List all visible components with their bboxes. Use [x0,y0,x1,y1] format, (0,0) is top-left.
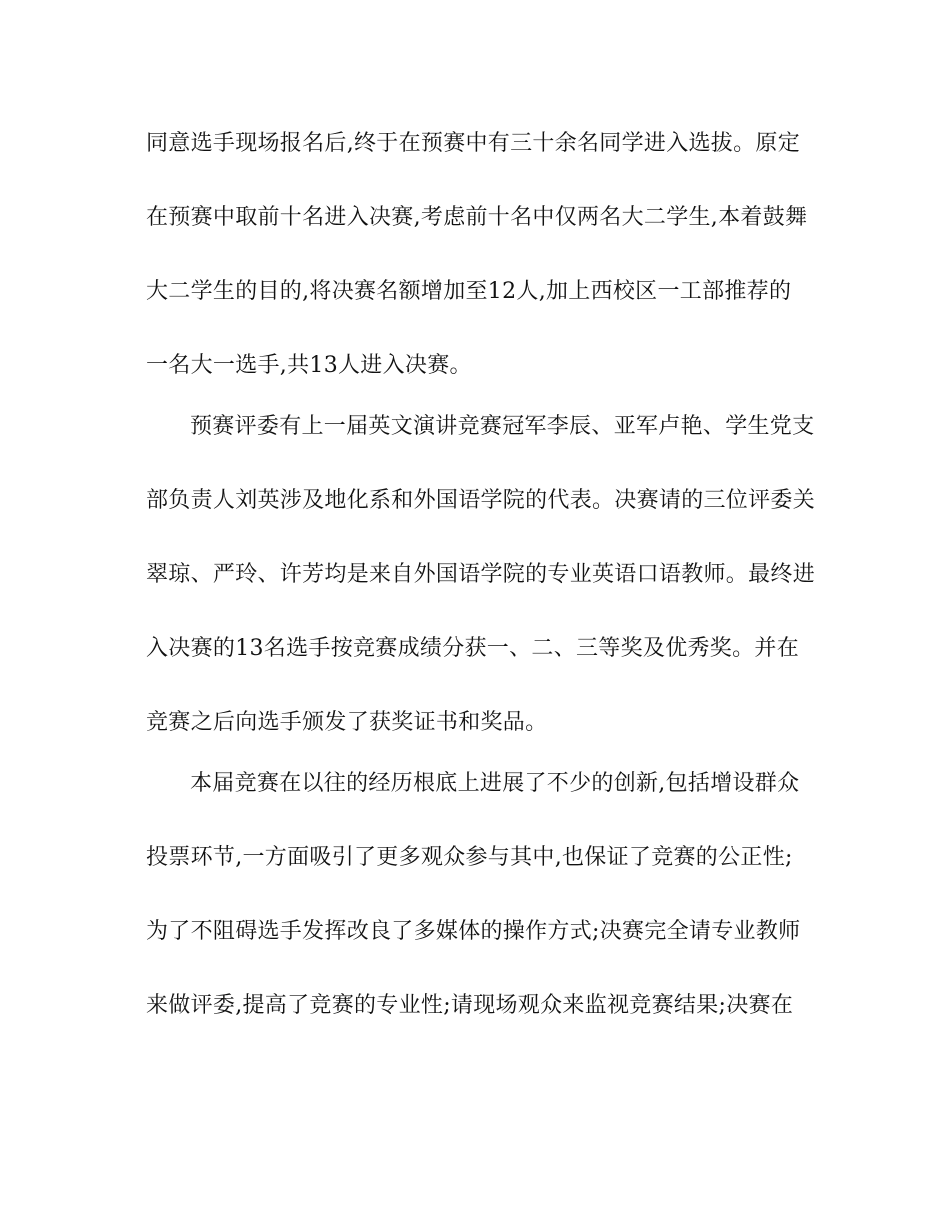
text-line-6: 部负责人刘英涉及地化系和外国语学院的代表。决赛请的三位评委关 [146,488,816,513]
text-line-5: 预赛评委有上一届英文演讲竞赛冠军李辰、亚军卢艳、学生党支 [190,414,815,439]
text-line-9: 竞赛之后向选手颁发了获奖证书和奖品。 [146,710,548,735]
text-line-7: 翠琼、严玲、许芳均是来自外国语学院的专业英语口语教师。最终进 [146,562,816,587]
text-line-4: 一名大一选手,共13人进入决赛。 [146,353,472,378]
text-line-12: 为了不阻碍选手发挥改良了多媒体的操作方式;决赛完全请专业教师 [146,919,801,944]
text-line-11: 投票环节,一方面吸引了更多观众参与其中,也保证了竞赛的公正性; [146,845,793,870]
text-line-13: 来做评委,提高了竞赛的专业性;请现场观众来监视竞赛结果;决赛在 [146,993,794,1018]
text-line-10: 本届竞赛在以往的经历根底上进展了不少的创新,包括增设群众 [190,771,800,796]
text-line-2: 在预赛中取前十名进入决赛,考虑前十名中仅两名大二学生,本着鼓舞 [146,205,808,230]
text-line-1: 同意选手现场报名后,终于在预赛中有三十余名同学进入选拔。原定 [146,131,800,156]
text-line-8: 入决赛的13名选手按竞赛成绩分获一、二、三等奖及优秀奖。并在 [146,636,799,661]
text-line-3: 大二学生的目的,将决赛名额增加至12人,加上西校区一工部推荐的 [146,279,792,304]
